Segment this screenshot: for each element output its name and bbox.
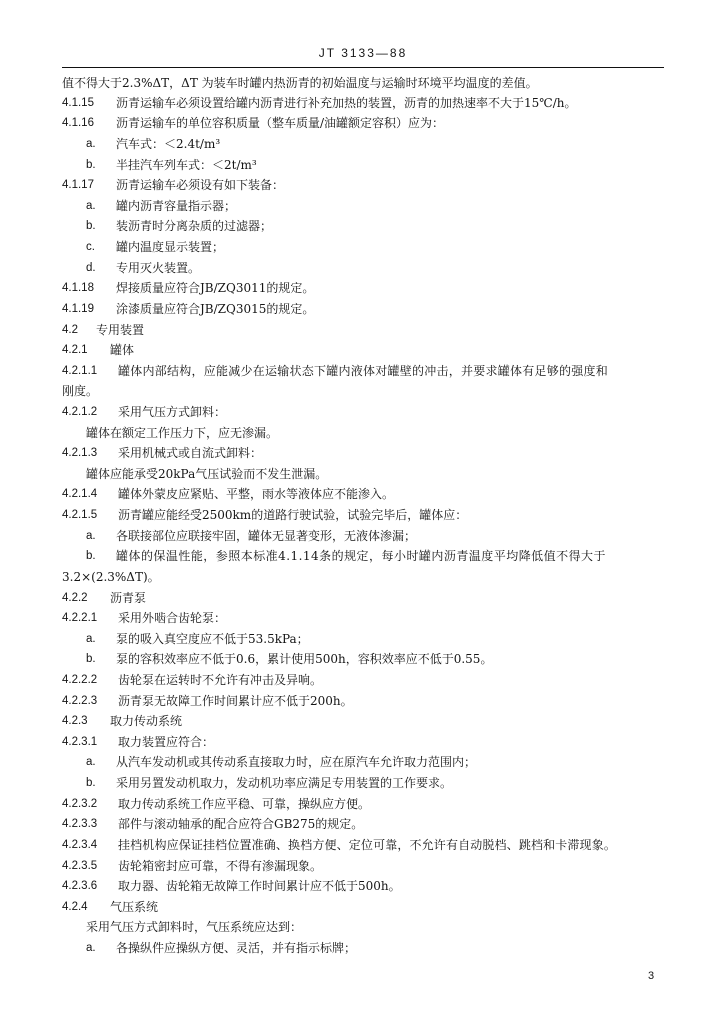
clause-number: d.	[86, 262, 96, 274]
clause-number: 4.1.15	[62, 97, 94, 109]
clause-text: 泵的容积效率应不低于0.6，累计使用500h，容积效率应不低于0.55。	[116, 652, 493, 666]
clause-number: a.	[86, 138, 96, 150]
header-rule	[62, 67, 664, 68]
clause-number: 4.2.3	[62, 715, 88, 727]
clause-number: 4.2.3.5	[62, 860, 98, 872]
clause-text: 罐内沥青容量指示器；	[116, 199, 237, 213]
clause-text: 采用外啮合齿轮泵：	[118, 611, 227, 625]
clause-text: 取力传动系统工作应平稳、可靠，操纵应方便。	[118, 797, 371, 811]
clause-text: 沥青运输车的单位容积质量（整车质量/油罐额定容积）应为：	[116, 116, 445, 130]
clause-number: 4.2.3.3	[62, 818, 98, 830]
clause-number: b.	[86, 653, 96, 665]
clause-number: a.	[86, 200, 96, 212]
clause-text: 沥青罐应能经受2500km的道路行驶试验，试验完毕后，罐体应：	[118, 508, 468, 522]
clause-text: 从汽车发动机或其传动系直接取力时，应在原汽车允许取力范围内；	[116, 755, 477, 769]
clause-text: 采用气压方式卸料：	[118, 405, 227, 419]
clause-text: 沥青泵无故障工作时间累计应不低于200h。	[118, 694, 353, 708]
clause-number: 4.2.2.2	[62, 674, 98, 686]
clause-text: 采用另置发动机取力，发动机功率应满足专用装置的工作要求。	[116, 776, 453, 790]
clause-number: 4.1.17	[62, 179, 94, 191]
clause-text: 齿轮泵在运转时不允许有冲击及异响。	[118, 673, 323, 687]
clause-text: 罐体在额定工作压力下，应无渗漏。	[86, 426, 279, 440]
clause-text: 沥青运输车必须设置给罐内沥青进行补充加热的装置，沥青的加热速率不大于15℃/h。	[116, 96, 577, 110]
clause-text: 泵的吸入真空度应不低于53.5kPa；	[116, 632, 309, 646]
clause-text: 取力传动系统	[110, 714, 183, 728]
page-number: 3	[648, 970, 655, 982]
clause-text: 取力装置应符合：	[118, 735, 215, 749]
clause-number: 4.1.18	[62, 282, 94, 294]
clause-text: 3.2×(2.3%ΔT)。	[62, 570, 160, 584]
clause-number: 4.2.1.4	[62, 488, 98, 500]
clause-number: 4.2.3.1	[62, 736, 98, 748]
clause-text: 值不得大于2.3%ΔT，ΔT 为装车时罐内热沥青的初始温度与运输时环境平均温度的差值。	[62, 76, 538, 90]
clause-text: 装沥青时分离杂质的过滤器；	[116, 219, 273, 233]
clause-text: 采用机械式或自流式卸料：	[118, 446, 263, 460]
clause-number: 4.2.1.5	[62, 509, 98, 521]
clause-number: 4.2.2.3	[62, 695, 98, 707]
clause-number: 4.2	[62, 324, 78, 336]
clause-text: 各操纵件应操纵方便、灵活，并有指示标牌；	[116, 941, 357, 955]
clause-number: b.	[86, 550, 96, 562]
clause-number: a.	[86, 942, 96, 954]
clause-number: 4.2.1.1	[62, 365, 98, 377]
clause-text: 专用装置	[96, 323, 145, 337]
clause-text: 焊接质量应符合JB/ZQ3011的规定。	[116, 281, 315, 295]
clause-number: 4.1.19	[62, 303, 94, 315]
clause-number: 4.2.2	[62, 592, 88, 604]
clause-text: 挂档机构应保证挂档位置准确、换档方便、定位可靠，不允许有自动脱档、跳档和卡滞现象。	[118, 838, 616, 852]
clause-text: 气压系统	[110, 900, 159, 914]
clause-text: 各联接部位应联接牢固，罐体无显著变形，无液体渗漏；	[116, 529, 417, 543]
clause-number: c.	[86, 241, 95, 253]
clause-text: 罐体外蒙皮应紧贴、平整，雨水等液体应不能渗入。	[118, 487, 395, 501]
clause-number: a.	[86, 530, 96, 542]
clause-text: 半挂汽车列车式：＜2t/m³	[116, 158, 257, 172]
clause-number: a.	[86, 756, 96, 768]
clause-text: 罐体的保温性能，参照本标准4.1.14条的规定，每小时罐内沥青温度平均降低值不得大于	[116, 549, 606, 563]
clause-text: 汽车式：＜2.4t/m³	[116, 137, 221, 151]
clause-text: 部件与滚动轴承的配合应符合GB275的规定。	[118, 817, 364, 831]
clause-text: 采用气压方式卸料时，气压系统应达到：	[86, 920, 303, 934]
clause-text: 沥青泵	[110, 591, 147, 605]
clause-text: 沥青运输车必须设有如下装备：	[116, 178, 285, 192]
clause-number: 4.2.4	[62, 901, 88, 913]
clause-number: b.	[86, 220, 96, 232]
clause-number: b.	[86, 777, 96, 789]
clause-text: 齿轮箱密封应可靠，不得有渗漏现象。	[118, 859, 323, 873]
clause-text: 刚度。	[62, 384, 99, 398]
clause-text: 取力器、齿轮箱无故障工作时间累计应不低于500h。	[118, 879, 401, 893]
clause-number: 4.2.3.2	[62, 798, 98, 810]
clause-number: b.	[86, 159, 96, 171]
clause-text: 罐内温度显示装置；	[116, 240, 225, 254]
clause-number: 4.2.1.2	[62, 406, 98, 418]
clause-text: 罐体应能承受20kPa气压试验而不发生泄漏。	[86, 467, 328, 481]
clause-text: 涂漆质量应符合JB/ZQ3015的规定。	[116, 302, 315, 316]
page-header-code: JT 3133—88	[318, 46, 408, 60]
clause-number: a.	[86, 633, 96, 645]
clause-number: 4.1.16	[62, 117, 94, 129]
clause-number: 4.2.1	[62, 344, 88, 356]
clause-text: 罐体	[110, 343, 135, 357]
clause-number: 4.2.1.3	[62, 447, 98, 459]
clause-number: 4.2.3.6	[62, 880, 98, 892]
clause-number: 4.2.2.1	[62, 612, 98, 624]
clause-text: 专用灭火装置。	[116, 261, 201, 275]
clause-text: 罐体内部结构，应能减少在运输状态下罐内液体对罐壁的冲击，并要求罐体有足够的强度和	[118, 364, 608, 378]
clause-number: 4.2.3.4	[62, 839, 98, 851]
